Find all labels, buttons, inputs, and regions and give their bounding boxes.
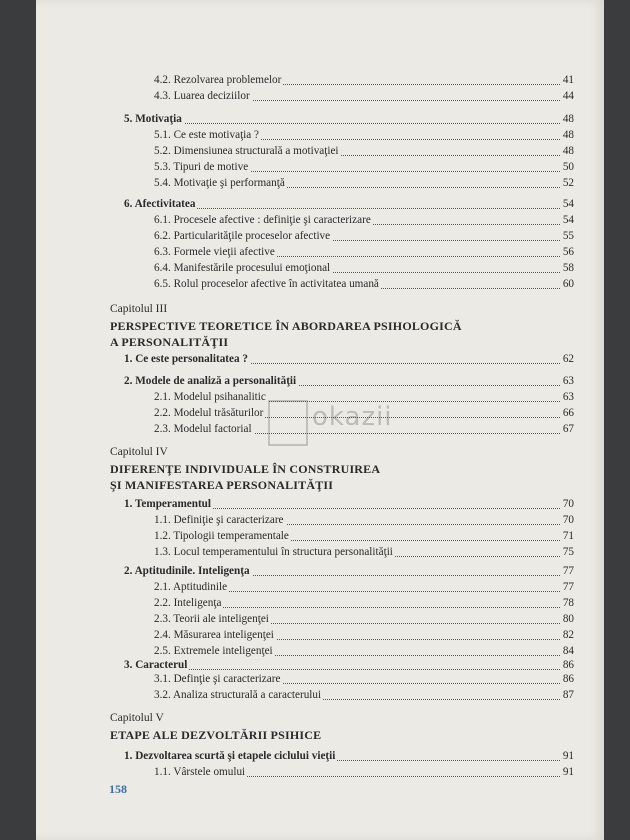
toc-entry: 3.2. Analiza structurală a caracterului 87 bbox=[154, 689, 574, 701]
book-icon bbox=[268, 400, 308, 446]
toc-section: 2. Aptitudinile. Inteligenţa 77 bbox=[124, 565, 574, 577]
chapter-title-line: DIFERENŢE INDIVIDUALE ÎN CONSTRUIREA bbox=[110, 462, 381, 476]
toc-entry: 1.1. Vârstele omului 91 bbox=[154, 766, 574, 778]
toc-entry: 4.3. Luarea deciziilor 44 bbox=[154, 90, 574, 102]
chapter-title-line: ŞI MANIFESTAREA PERSONALITĂŢII bbox=[110, 478, 334, 492]
toc-section: 1. Ce este personalitatea ? 62 bbox=[124, 353, 574, 365]
toc-entry: 6.3. Formele vieţii afective 56 bbox=[154, 246, 574, 258]
watermark-text: okazii bbox=[312, 402, 393, 432]
toc-entry: 5.3. Tipuri de motive 50 bbox=[154, 161, 574, 173]
toc-section: 5. Motivaţia 48 bbox=[124, 113, 574, 125]
toc-section: 1. Temperamentul 70 bbox=[124, 498, 574, 510]
toc-entry: 4.2. Rezolvarea problemelor 41 bbox=[154, 74, 574, 86]
chapter-label: Capitolul III bbox=[110, 303, 168, 315]
toc-entry: 5.1. Ce este motivaţia ? 48 bbox=[154, 129, 574, 141]
toc-entry: 1.1. Definiţie şi caracterizare 70 bbox=[154, 514, 574, 526]
toc-entry: 6.2. Particularităţile proceselor afective 55 bbox=[154, 230, 574, 242]
chapter-label: Capitolul V bbox=[110, 712, 164, 724]
toc-entry: 3.1. Definţie şi caracterizare 86 bbox=[154, 673, 574, 685]
toc-entry: 2.5. Extremele inteligenţei 84 bbox=[154, 645, 574, 657]
chapter-label: Capitolul IV bbox=[110, 446, 168, 458]
toc-entry: 2.1. Aptitudinile 77 bbox=[154, 581, 574, 593]
toc-entry: 2.2. Inteligenţa 78 bbox=[154, 597, 574, 609]
toc-entry: 6.5. Rolul proceselor afective în activitatea umană 60 bbox=[154, 278, 574, 290]
page-number: 158 bbox=[109, 782, 127, 796]
toc-entry: 2.4. Măsurarea inteligenţei 82 bbox=[154, 629, 574, 641]
toc-section: 3. Caracterul 86 bbox=[124, 659, 574, 671]
toc-entry: 2.3. Modelul factorial 67 bbox=[154, 423, 574, 435]
toc-entry: 6.4. Manifestările procesului emoţional 58 bbox=[154, 262, 574, 274]
toc-entry: 2.2. Modelul trăsăturilor 66 bbox=[154, 407, 574, 419]
toc-section: 1. Dezvoltarea scurtă şi etapele ciclului vieţii 91 bbox=[124, 750, 574, 762]
chapter-title-line: PERSPECTIVE TEORETICE ÎN ABORDAREA PSIHOLOGICĂ bbox=[110, 319, 462, 333]
toc-entry: 5.2. Dimensiunea structurală a motivaţiei 48 bbox=[154, 145, 574, 157]
book-page bbox=[36, 0, 604, 840]
chapter-title-line: ETAPE ALE DEZVOLTĂRII PSIHICE bbox=[110, 728, 322, 742]
table-of-contents bbox=[36, 0, 604, 840]
toc-entry: 1.3. Locul temperamentului în structura personalităţii 75 bbox=[154, 546, 574, 558]
toc-entry: 1.2. Tipologii temperamentale 71 bbox=[154, 530, 574, 542]
toc-entry: 2.3. Teorii ale inteligenţei 80 bbox=[154, 613, 574, 625]
toc-entry: 2.1. Modelul psihanalitic 63 bbox=[154, 391, 574, 403]
toc-entry: 6.1. Procesele afective : definiţie şi caracterizare 54 bbox=[154, 214, 574, 226]
toc-section: 6. Afectivitatea 54 bbox=[124, 198, 574, 210]
chapter-title-line: A PERSONALITĂŢII bbox=[110, 335, 229, 349]
toc-entry: 5.4. Motivaţie şi performanţă 52 bbox=[154, 177, 574, 189]
toc-section: 2. Modele de analiză a personalităţii 63 bbox=[124, 375, 574, 387]
